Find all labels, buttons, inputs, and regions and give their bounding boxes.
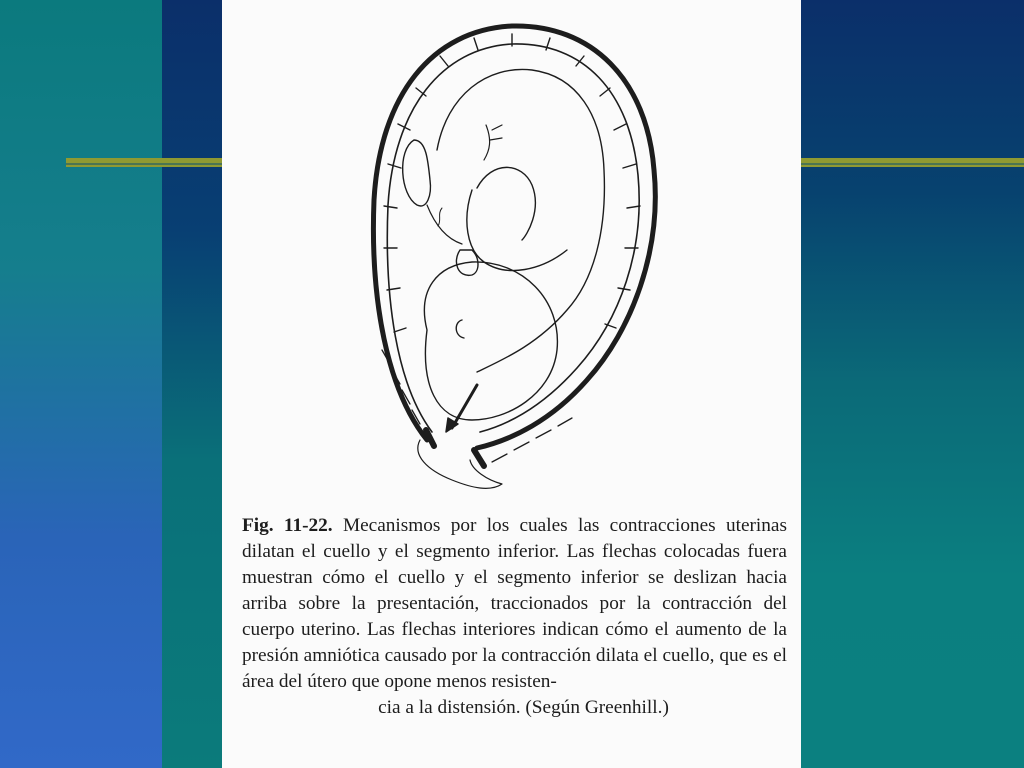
fetus-arm (467, 190, 567, 271)
figure-label: Fig. 11-22. (242, 515, 333, 536)
central-arrow (452, 385, 477, 428)
fetus-hair (438, 208, 442, 226)
olive-rule-right (801, 158, 1024, 167)
fetus-back (437, 69, 604, 372)
placenta (403, 140, 431, 206)
fetus-leg (477, 167, 535, 240)
exterior-arrows (382, 350, 572, 462)
olive-rule-left (66, 158, 222, 167)
fetus-head (424, 262, 557, 420)
caption-last-line: cia a la distensión. (Según Greenhill.) (378, 697, 669, 718)
caption-body: Mecanismos por los cuales las contracciones uterinas dilatan el cuello y el segmento inferior. Las flechas colocadas fuera muestran cómo el cuello y el segmento inferior se deslizan hacia arriba sobre la presentación, traccionados por la contracción del cuerpo uterino. Las flechas interiores indican cómo el aumento de la presión amniótica causado por la contracción dilata el cuello, que es el área del útero que opone menos resisten- (242, 515, 787, 692)
umbilical-cord (427, 205, 462, 244)
right-gradient-panel (801, 0, 1024, 768)
cervix-lip-left (426, 430, 434, 446)
fetus-ear (456, 320, 464, 338)
uterine-wall-outer (373, 26, 655, 448)
interior-arrows (384, 34, 640, 332)
figure-caption (242, 513, 787, 721)
uterus-illustration (222, 0, 801, 500)
cervix-lip-right (474, 450, 484, 466)
left-gradient-strip (0, 0, 162, 768)
fetus-foot (484, 125, 502, 160)
scanned-figure-page (222, 0, 801, 768)
uterine-wall-inner (387, 44, 639, 432)
dark-band-left (162, 0, 222, 768)
